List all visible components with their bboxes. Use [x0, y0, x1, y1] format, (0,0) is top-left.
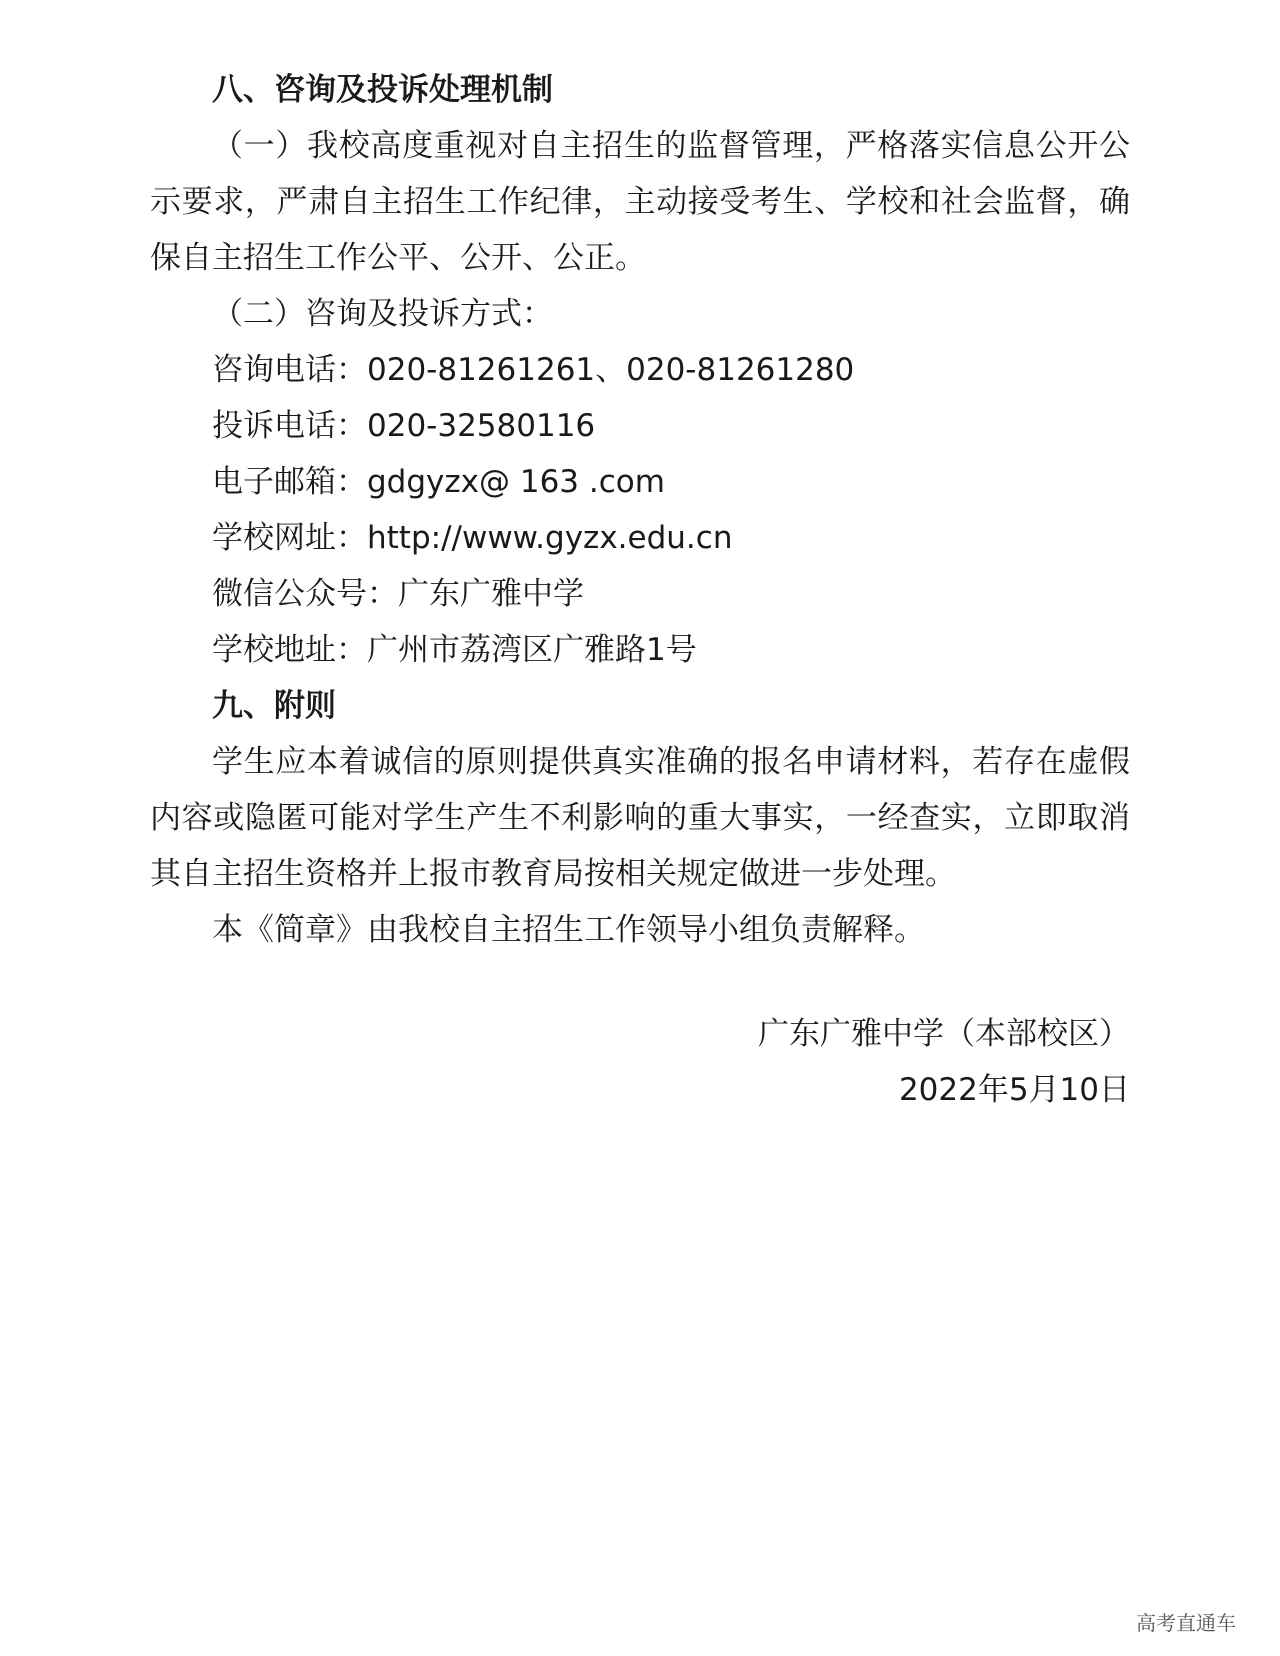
watermark: 高考直通车 — [1136, 1611, 1236, 1635]
document-page — [150, 62, 1130, 1118]
wechat-account: 微信公众号：广东广雅中学 — [212, 576, 584, 612]
section-heading-9: 九、附则 — [212, 688, 336, 724]
signature-org: 广东广雅中学（本部校区） — [758, 1016, 1130, 1052]
section-heading-8: 八、咨询及投诉处理机制 — [212, 72, 553, 108]
section-8-paragraph-1: （一）我校高度重视对自主招生的监督管理，严格落实信息公开公示要求，严肃自主招生工作纪律，主动接受考生、学校和社会监督，确保自主招生工作公平、公开、公正。 — [150, 128, 1130, 276]
signature-date: 2022年5月10日 — [898, 1072, 1130, 1108]
consult-phone: 咨询电话：020-81261261、020-81261280 — [212, 352, 855, 388]
school-address: 学校地址：广州市荔湾区广雅路1号 — [212, 632, 697, 668]
website: 学校网址：http://www.gyzx.edu.cn — [212, 520, 733, 556]
complaint-phone: 投诉电话：020-32580116 — [212, 408, 596, 444]
section-8-sub-heading: （二）咨询及投诉方式： — [212, 296, 553, 332]
section-9-paragraph-2: 本《简章》由我校自主招生工作领导小组负责解释。 — [212, 912, 925, 948]
section-9-paragraph-1: 学生应本着诚信的原则提供真实准确的报名申请材料，若存在虚假内容或隐匿可能对学生产生不利影响的重大事实，一经查实，立即取消其自主招生资格并上报市教育局按相关规定做进一步处理。 — [150, 744, 1130, 892]
email: 电子邮箱：gdgyzx@ 163 .com — [212, 464, 665, 500]
